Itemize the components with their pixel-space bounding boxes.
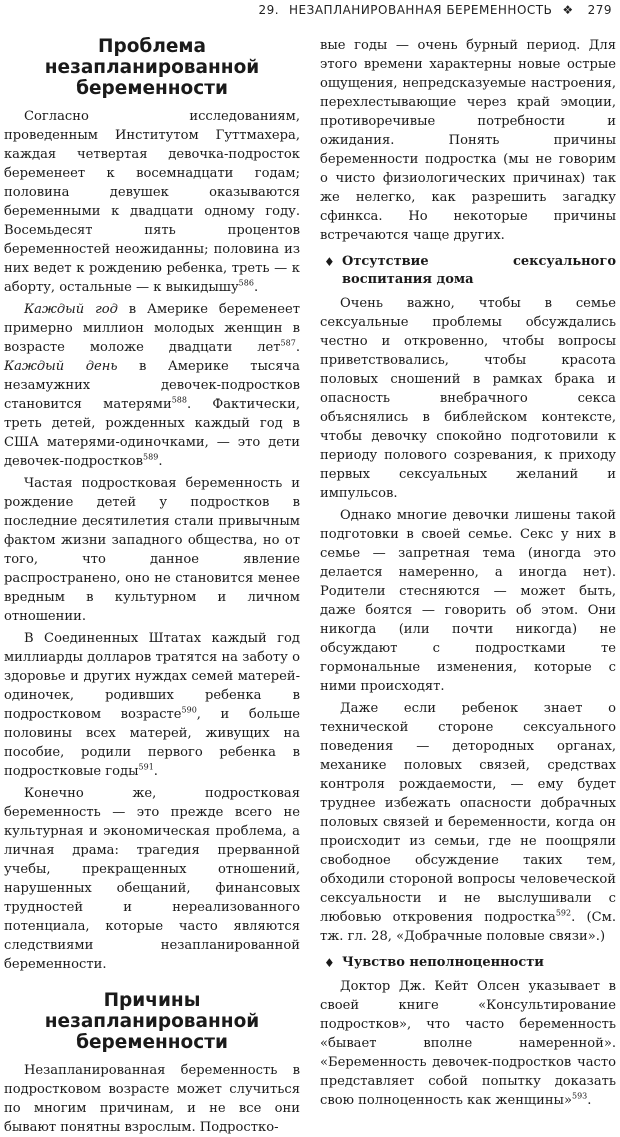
page-number: 279 [587, 3, 612, 17]
paragraph [320, 699, 616, 946]
footnote-ref: 591 [138, 762, 154, 772]
subheading-text: Чувство неполноценности [342, 955, 544, 970]
paragraph: Согласно исследованиям, проведенным Институтом Гуттмахера, каждая четвертая девочка-подросток беременеет к восемнадцати годам; половина девушек оказываются беременными к двадцати одному году. Восемьдесят пять процентов беременностей неожиданны; половина из них ведет к рождению ребенка, треть — к аборту, остальные — к выкидышу$^{586}$. [4, 109, 300, 295]
paragraph: вые годы — очень бурный период. Для этого времени характерны новые острые ощущения, непредсказуемые настроения, перехлестывающие через край эмоции, противоречивые потребности и ожидания. Понять причины беременности подростка (мы не говорим о чисто физиологических причинах) так же нелегко, как разрешить загадку сфинкса. Но некоторые причины встречаются чаще других. [320, 38, 616, 243]
footnote-ref: 592 [555, 908, 572, 918]
footnote-ref: 590 [181, 705, 197, 715]
footnote-ref: 593 [571, 1091, 588, 1101]
paragraph: Конечно же, подростковая беременность — это прежде всего не культурная и экономическая проблема, а личная драма: трагедия прерванной учебы, прекращенных отношений, нарушенных обещаний, финансовых трудностей и нереализованного потенциала, которые часто являются следствиями незапланированной беременности. [4, 786, 300, 972]
diamond-bullet-icon: ♦ [324, 956, 335, 970]
paragraph: Очень важно, чтобы в семье сексуальные проблемы обсуждались честно и откровенно, чтобы вопросы приветствовались, чтобы красота половых сношений в рамках брака и опасность внебрачного секса объяснялись в библейском контексте, чтобы девочку спокойно подготовили к периоду полового созревания, к приходу первых сексуальных желаний и импульсов. [320, 296, 616, 501]
section-title-causes: Причины незапланированной беременности [44, 990, 260, 1053]
paragraph-text: . [587, 1093, 592, 1108]
paragraph-text: , и больше половины всех матерей, живущих на пособие, родили первого ребенка в подростковые годы [4, 707, 300, 779]
paragraph-text: . Фактически, треть детей, рожденных каждый год в США матерями-одиночками, — это дети девочек-подростков [4, 397, 300, 469]
running-header [258, 3, 612, 17]
paragraph-text: в Америке беременеет примерно миллион молодых женщин в возрасте моложе двадцати лет [4, 302, 300, 355]
paragraph-text: Даже если ребенок знает о технической стороне сексуального поведения — детородных органах, механике половых связей, средствах контроля рождаемости, — ему будет труднее избежать опасности добрачных половых связей и беременности, когда он происходит из семьи, где не поощряли свободное обсуждение таких тем, обходили стороной вопросы человеческой сексуальности и не выслушивали с любовью откровения подростка [320, 701, 616, 925]
paragraph: В Соединенных Штатах каждый год миллиарды долларов тратятся на заботу о здоровье и других нуждах семей матерей-одиночек, родивших ребенка в подростковом возрасте$^{590}$, и больше половины всех матерей, живущих на пособие, родили первого ребенка в подростковые годы$^{591}$. [4, 631, 300, 779]
paragraph-text: В Соединенных Штатах каждый год миллиарды долларов тратятся на заботу о здоровье и других нуждах семей матерей-одиночек, родивших ребенка в подростковом возрасте [4, 631, 300, 722]
left-column [4, 36, 300, 1137]
footnote-ref: 588 [171, 395, 187, 405]
diamond-bullet-icon: ♦ [324, 255, 335, 269]
footnote-ref: 586 [238, 278, 254, 288]
italic-text: Каждый день [4, 359, 118, 374]
chapter-title: НЕЗАПЛАНИРОВАННАЯ БЕРЕМЕННОСТЬ [289, 3, 553, 17]
italic-text: Каждый год [24, 302, 118, 317]
paragraph [320, 977, 616, 1110]
right-column [320, 36, 616, 1110]
subheading-no-sex-education [320, 253, 616, 289]
paragraph-text: Доктор Дж. Кейт Олсен указывает в своей книге «Консультирование подростков», что часто беременность «бывает вполне намеренной». «Беременность девочек-подростков часто представляет собой попытку доказать свою полноценность как женщины» [320, 979, 616, 1108]
subheading-inferiority [320, 954, 616, 972]
paragraph-text: . [295, 340, 300, 355]
footnote-ref: 587 [280, 338, 296, 348]
section-title-problem: Проблема незапланированной беременности [44, 36, 260, 99]
chapter-number: 29. [258, 3, 280, 17]
paragraph: Каждый год в Америке беременеет примерно миллион молодых женщин в возрасте моложе двадцати лет$^{587}$. Каждый день в Америке тысяча незамужних девочек-подростков становится матерями$^{588}$. Фактически, треть детей, рожденных каждый год в США матерями-одиночками, — это дети девочек-подростков$^{589}$. [4, 302, 300, 469]
paragraph-text: в Америке тысяча незамужних девочек-подростков становится матерями [4, 359, 300, 412]
paragraph: Незапланированная беременность в подростковом возрасте может случиться по многим причинам, и не все они бывают понятны взрослым. Подростко- [4, 1063, 300, 1135]
paragraph-text: . (См. тж. гл. 28, «Добрачные половые связи».) [320, 910, 616, 944]
paragraph: Однако многие девочки лишены такой подготовки в своей семье. Секс у них в семье — запретная тема (иногда это делается намеренно, а иногда нет). Родители стесняются — может быть, даже боятся — говорить об этом. Они никогда (или почти никогда) не обсуждают с подростками те гормональные изменения, которые с ними происходят. [320, 508, 616, 694]
footnote-ref: 589 [143, 452, 159, 462]
subheading-text: Отсутствие сексуального воспитания дома [342, 254, 616, 287]
paragraph: Частая подростковая беременность и рождение детей у подростков в последние десятилетия стали привычным фактом жизни западного общества, но от того, что данное явление распространено, оно не становится менее вредным в культурном и личном отношении. [4, 476, 300, 624]
paragraph-text: Согласно исследованиям, проведенным Институтом Гуттмахера, каждая четвертая девочка-подросток беременеет к восемнадцати годам; половина девушек оказываются беременными к двадцати одному году. Восемьдесят пять процентов беременностей неожиданны; половина из них ведет к рождению ребенка, треть — к аборту, остальные — к выкидышу [4, 109, 300, 295]
ornament-icon: ❖ [562, 3, 574, 17]
